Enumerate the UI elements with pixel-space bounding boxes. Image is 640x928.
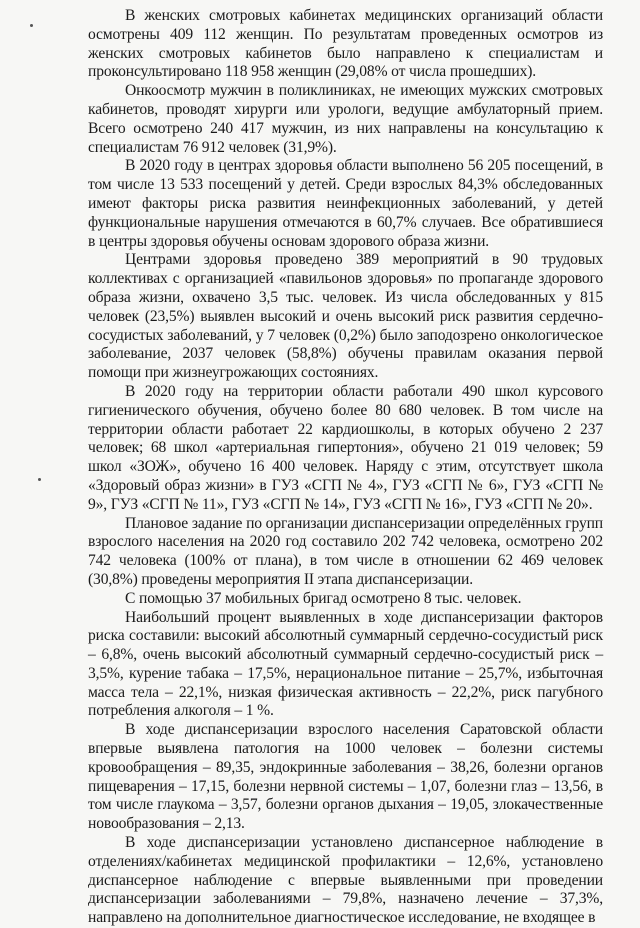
paragraph-pathology: В ходе диспансеризации взрослого населения Саратовской области впервые выявлена патология на 1000 человек – болезни системы кровообращения – 89,35, эндокринные заболевания – 38,26, болезни органов пищеварения – 17,15, болезни нервной системы – 1,07, болезни глаз – 13,56, в том числе глаукома – 3,57, болезни органов дыхания – 19,05, злокачественные новообразования – 2,13. <box>88 721 603 833</box>
paragraph-schools: В 2020 году на территории области работали 490 школ курсового гигиенического обучения, обучено более 80 680 человек. В том числе на территории области работает 22 кардиошколы, в которых обучено 2 237 человек; 68 школ «артериальная гипертония», обучено 21 019 человек; 59 школ «ЗОЖ», обучено 16 400 человек. Наряду с этим, отсутствует школа «Здоровый образ жизни» в ГУЗ «СГП № 4», ГУЗ «СГП № 6», ГУЗ «СГП № 9», ГУЗ «СГП № 11», ГУЗ «СГП № 14», ГУЗ «СГП № 16», ГУЗ «СГП № 20». <box>88 382 603 513</box>
paragraph-risk-factors: Наибольший процент выявленных в ходе диспансеризации факторов риска составили: высокий абсолютный суммарный сердечно-сосудистый риск – 6,8%, очень высокий абсолютный суммарный сердечно-сосудистый риск – 3,5%, курение табака – 17,5%, нерациональное питание – 25,7%, избыточная масса тела – 22,1%, низкая физическая активность – 22,2%, риск пагубного потребления алкоголя – 1 %. <box>88 608 603 720</box>
paragraph-observation: В ходе диспансеризации установлено диспансерное наблюдение в отделениях/кабинетах медицинской профилактики – 12,6%, установлено диспансерное наблюдение с впервые выявленными при проведении диспансеризации заболеваниями – 79,8%, назначено лечение – 37,3%, направлено на дополнительное диагностическое исследование, не входящее в <box>88 834 603 927</box>
scan-speck <box>38 478 41 481</box>
paragraph-men-exams: Онкоосмотр мужчин в поликлиниках, не имеющих мужских смотровых кабинетов, проводят хирурги или урологи, ведущие амбулаторный прием. Всего осмотрено 240 417 мужчин, из них направлены на консультацию к специалистам 76 912 человек (31,9%). <box>88 82 603 156</box>
document-page <box>88 7 603 928</box>
paragraph-women-exams: В женских смотровых кабинетах медицинских организаций области осмотрены 409 112 женщин. По результатам проведенных осмотров из женских смотровых кабинетов было направлено к специалистам и проконсультировано 118 958 женщин (29,08% от числа прошедших). <box>88 7 603 81</box>
paragraph-health-events: Центрами здоровья проведено 389 мероприятий в 90 трудовых коллективах с организацией «павильонов здоровья» по пропаганде здорового образа жизни, охвачено 3,5 тыс. человек. Из числа обследованных у 815 человек (23,5%) выявлен высокий и очень высокий риск развития сердечно-сосудистых заболеваний, у 7 человек (0,2%) было заподозрено онкологическое заболевание, 2037 человек (58,8%) обучены правилам оказания первой помощи при жизнеугрожающих состояниях. <box>88 251 603 382</box>
paragraph-mobile-brigades: С помощью 37 мобильных бригад осмотрено 8 тыс. человек. <box>125 589 522 607</box>
scan-speck <box>30 24 33 27</box>
paragraph-health-centers: В 2020 году в центрах здоровья области выполнено 56 205 посещений, в том числе 13 533 посещений у детей. Среди взрослых 84,3% обследованных имеют факторы риска развития неинфекционных заболеваний, у детей функциональные нарушения отмечаются в 60,7% случаев. Все обратившиеся в центры здоровья обучены основам здорового образа жизни. <box>88 157 603 250</box>
paragraph-dispensarization-plan: Плановое задание по организации диспансеризации определённых групп взрослого населения на 2020 год составило 202 742 человека, осмотрено 202 742 человека (100% от плана), в том числе в отношении 62 469 человек (30,8%) проведены мероприятия II этапа диспансеризации. <box>88 514 603 588</box>
